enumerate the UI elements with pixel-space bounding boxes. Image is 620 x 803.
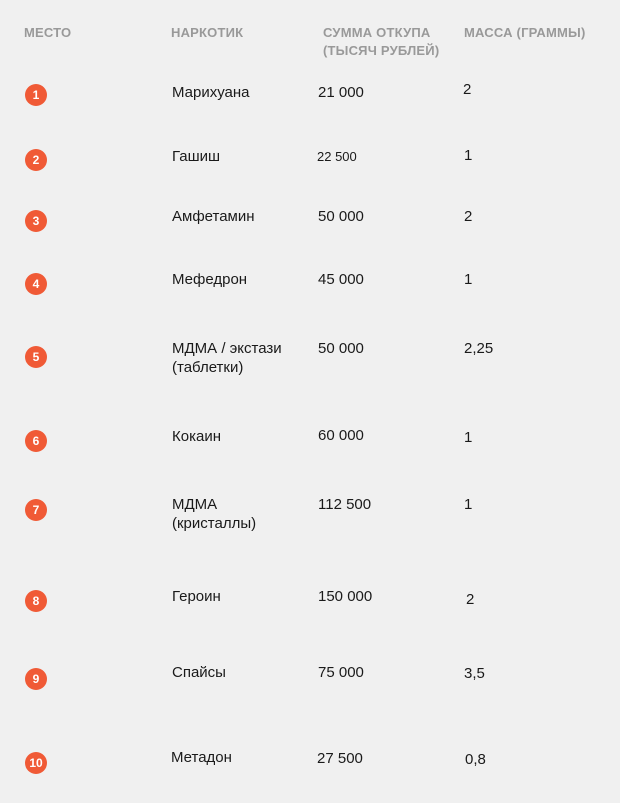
sum-value: 150 000 bbox=[318, 588, 373, 605]
place-badge: 3 bbox=[25, 210, 47, 232]
drug-name bbox=[172, 147, 220, 166]
header-place: МЕСТО bbox=[24, 25, 72, 40]
drug-name bbox=[172, 339, 282, 377]
mass-value: 2 bbox=[464, 208, 473, 225]
header-sum-line2: (ТЫСЯЧ РУБЛЕЙ) bbox=[323, 43, 440, 58]
drug-name-line2: (кристаллы) bbox=[172, 515, 257, 532]
drug-name-line2: (таблетки) bbox=[172, 359, 244, 376]
drug-name-line1: Кокаин bbox=[172, 428, 221, 445]
drug-name bbox=[172, 495, 256, 533]
mass-value: 2 bbox=[466, 591, 475, 608]
sum-value: 21 000 bbox=[318, 84, 364, 101]
drug-name-line1: Спайсы bbox=[172, 664, 226, 681]
header-sum bbox=[323, 24, 458, 60]
drug-name-line1: Амфетамин bbox=[172, 208, 255, 225]
drug-name bbox=[171, 748, 232, 767]
drug-name bbox=[172, 587, 221, 606]
drug-name-line1: Марихуана bbox=[172, 84, 250, 101]
sum-value: 60 000 bbox=[318, 427, 364, 444]
drug-name bbox=[172, 270, 247, 289]
header-drug: НАРКОТИК bbox=[171, 25, 244, 40]
mass-value: 2 bbox=[463, 81, 472, 98]
drug-name-line1: МДМА / экстази bbox=[172, 340, 282, 357]
place-badge: 1 bbox=[25, 84, 47, 106]
sum-value: 22 500 bbox=[317, 149, 357, 164]
sum-value: 75 000 bbox=[318, 664, 364, 681]
mass-value: 1 bbox=[464, 147, 473, 164]
place-badge: 9 bbox=[25, 668, 47, 690]
place-badge: 10 bbox=[25, 752, 47, 774]
sum-value: 112 500 bbox=[318, 496, 372, 513]
drug-name-line1: Метадон bbox=[171, 749, 232, 766]
drug-name-line1: МДМА bbox=[172, 496, 218, 513]
place-badge: 7 bbox=[25, 499, 47, 521]
header-sum-line1: СУММА ОТКУПА bbox=[323, 25, 431, 40]
place-badge: 2 bbox=[25, 149, 47, 171]
sum-value: 27 500 bbox=[317, 750, 363, 767]
drug-name-line1: Гашиш bbox=[172, 148, 221, 165]
sum-value: 50 000 bbox=[318, 340, 364, 357]
place-badge: 8 bbox=[25, 590, 47, 612]
drug-name bbox=[172, 663, 226, 682]
drug-name-line1: Мефедрон bbox=[172, 271, 248, 288]
place-badge: 4 bbox=[25, 273, 47, 295]
mass-value: 1 bbox=[464, 271, 473, 288]
sum-value: 50 000 bbox=[318, 208, 364, 225]
mass-value: 1 bbox=[464, 496, 473, 513]
drug-name bbox=[172, 207, 255, 226]
drug-name-line1: Героин bbox=[172, 588, 221, 605]
sum-value: 45 000 bbox=[318, 271, 364, 288]
mass-value: 3,5 bbox=[464, 665, 485, 682]
place-badge: 5 bbox=[25, 346, 47, 368]
drug-name bbox=[172, 427, 221, 446]
mass-value: 1 bbox=[464, 429, 473, 446]
header-mass: МАССА (ГРАММЫ) bbox=[464, 25, 586, 40]
drug-name bbox=[172, 83, 250, 102]
mass-value: 0,8 bbox=[465, 751, 486, 768]
mass-value: 2,25 bbox=[464, 340, 494, 357]
place-badge: 6 bbox=[25, 430, 47, 452]
